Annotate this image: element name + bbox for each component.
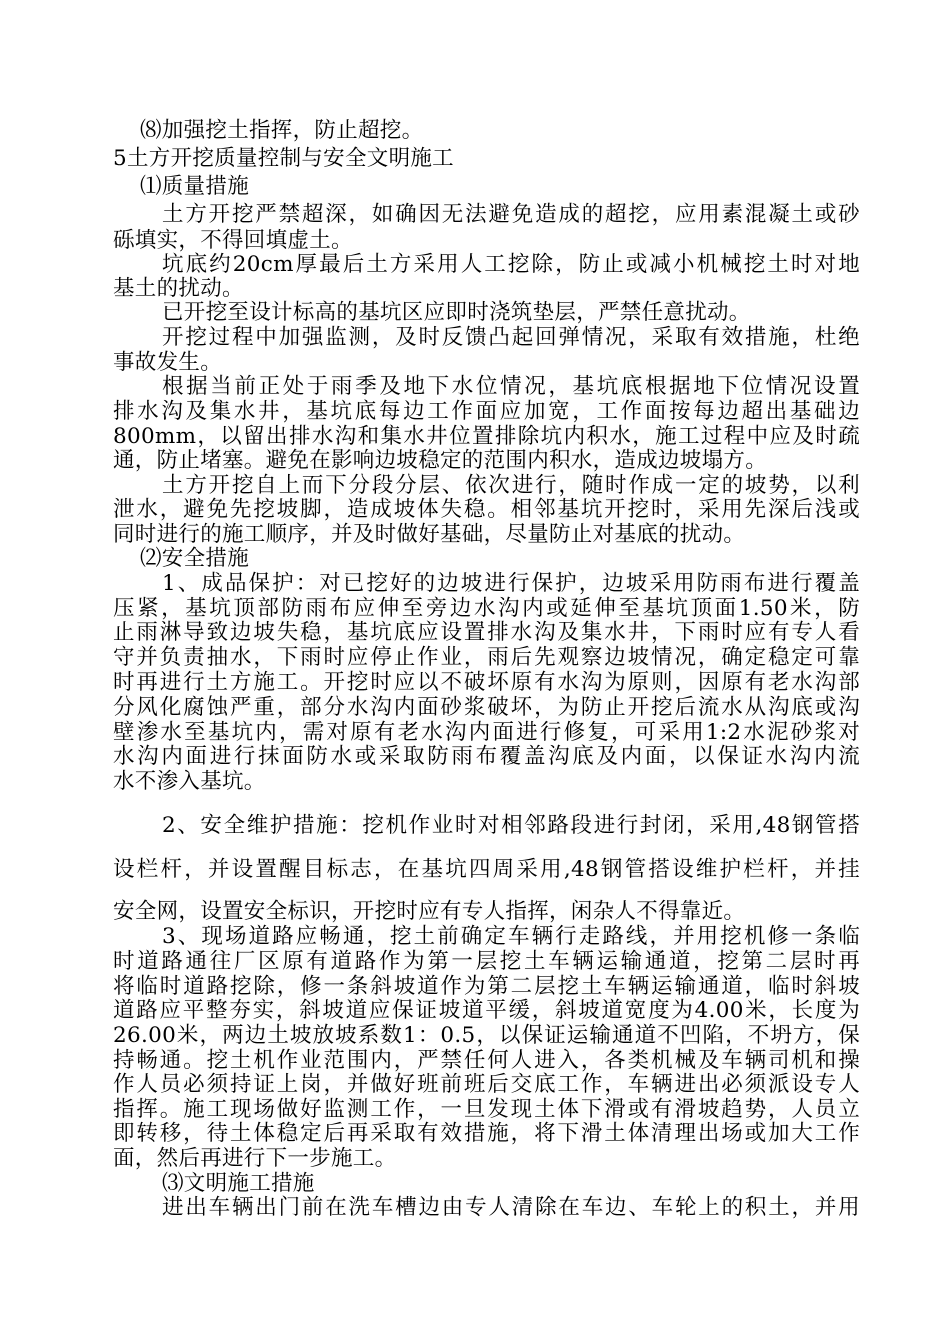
text-line: 压紧，基坑顶部防雨布应伸至旁边水沟内或延伸至基坑顶面1.50米，防 (113, 596, 860, 621)
section-heading: 5土方开挖质量控制与安全文明施工 (113, 146, 454, 171)
text-line: 根据当前正处于雨季及地下水位情况，基坑底根据地下位情况设置 (162, 374, 860, 399)
text-line: 止雨淋导致边坡失稳，基坑底应设置排水沟及集水井，下雨时应有专人看 (113, 620, 860, 645)
text-line: ⑻加强挖土指挥，防止超挖。 (140, 118, 424, 143)
subsection-heading: ⑵安全措施 (140, 546, 250, 571)
text-line: 道路应平整夯实，斜坡道应保证坡道平缓，斜坡道宽度为4.00米，长度为 (113, 998, 860, 1023)
text-line: 面，然后再进行下一步施工。 (113, 1146, 397, 1171)
text-line: 进出车辆出门前在洗车槽边由专人清除在车边、车轮上的积土，并用 (162, 1195, 860, 1220)
text-line: 事故发生。 (113, 350, 223, 375)
text-line: 持畅通。挖土机作业范围内，严禁任何人进入，各类机械及车辆司机和操 (113, 1048, 860, 1073)
text-line: 守并负责抽水，下雨时应停止作业，雨后先观察边坡情况，确定稳定可靠 (113, 645, 860, 670)
text-line: 安全网，设置安全标识，开挖时应有专人指挥，闲杂人不得靠近。 (113, 899, 746, 924)
text-line: 排水沟及集水井，基坑底每边工作面应加宽，工作面按每边超出基础边 (113, 399, 860, 424)
text-line: 指挥。施工现场做好监测工作，一旦发现土体下滑或有滑坡趋势，人员立 (113, 1097, 860, 1122)
text-line: 800mm，以留出排水沟和集水井位置排除坑内积水，施工过程中应及时疏 (113, 424, 860, 449)
text-line: 土方开挖严禁超深，如确因无法避免造成的超挖，应用素混凝土或砂 (162, 202, 860, 227)
subsection-heading: ⑶文明施工措施 (162, 1171, 315, 1196)
text-line: 砾填实，不得回填虚土。 (113, 228, 353, 253)
text-line: 同时进行的施工顺序，并及时做好基础，尽量防止对基底的扰动。 (113, 522, 746, 547)
text-line: 土方开挖自上而下分段分层、依次进行，随时作成一定的坡势，以利 (162, 473, 860, 498)
text-line: 开挖过程中加强监测，及时反馈凸起回弹情况，采取有效措施，杜绝 (162, 325, 860, 350)
text-line: 3、现场道路应畅通，挖土前确定车辆行走路线，并用挖机修一条临 (162, 924, 860, 949)
text-line: 时再进行土方施工。开挖时应以不破坏原有水沟为原则，因原有老水沟部 (113, 670, 860, 695)
text-line: 设栏杆，并设置醒目标志，在基坑四周采用,48钢管搭设维护栏杆，并挂 (113, 857, 860, 882)
text-line: 作人员必须持证上岗，并做好班前班后交底工作，车辆进出必须派设专人 (113, 1072, 860, 1097)
text-line: 坑底约20cm厚最后土方采用人工挖除，防止或减小机械挖土时对地 (162, 252, 860, 277)
text-line: 基土的扰动。 (113, 276, 244, 301)
text-line: 26.00米，两边土坡放坡系数1：0.5，以保证运输通道不凹陷，不坍方，保 (113, 1023, 860, 1048)
text-line: 已开挖至设计标高的基坑区应即时浇筑垫层，严禁任意扰动。 (162, 300, 751, 325)
text-line: 水不渗入基坑。 (113, 769, 266, 794)
text-line: 水沟内面进行抹面防水或采取防雨布覆盖沟底及内面，以保证水沟内流 (113, 744, 860, 769)
text-line: 时道路通往厂区原有道路作为第一层挖土车辆运输通道，挖第二层时再 (113, 949, 860, 974)
text-line: 分风化腐蚀严重，部分水沟内面砂浆破坏，为防止开挖后流水从沟底或沟 (113, 695, 860, 720)
text-line: 1、成品保护：对已挖好的边坡进行保护，边坡采用防雨布进行覆盖 (162, 571, 860, 596)
text-line: 壁渗水至基坑内，需对原有老水沟内面进行修复，可采用1:2水泥砂浆对 (113, 720, 860, 745)
text-line: 泄水，避免先挖坡脚，造成坡体失稳。相邻基坑开挖时，采用先深后浅或 (113, 497, 860, 522)
text-line: 通，防止堵塞。避免在影响边坡稳定的范围内积水，造成边坡塌方。 (113, 448, 768, 473)
subsection-heading: ⑴质量措施 (140, 174, 250, 199)
text-line: 即转移，待土体稳定后再采取有效措施，将下滑土体清理出场或加大工作 (113, 1121, 860, 1146)
text-line: 将临时道路挖除，修一条斜坡道作为第二层挖土车辆运输通道，临时斜坡 (113, 974, 860, 999)
text-line: 2、安全维护措施：挖机作业时对相邻路段进行封闭，采用,48钢管搭 (162, 813, 860, 838)
